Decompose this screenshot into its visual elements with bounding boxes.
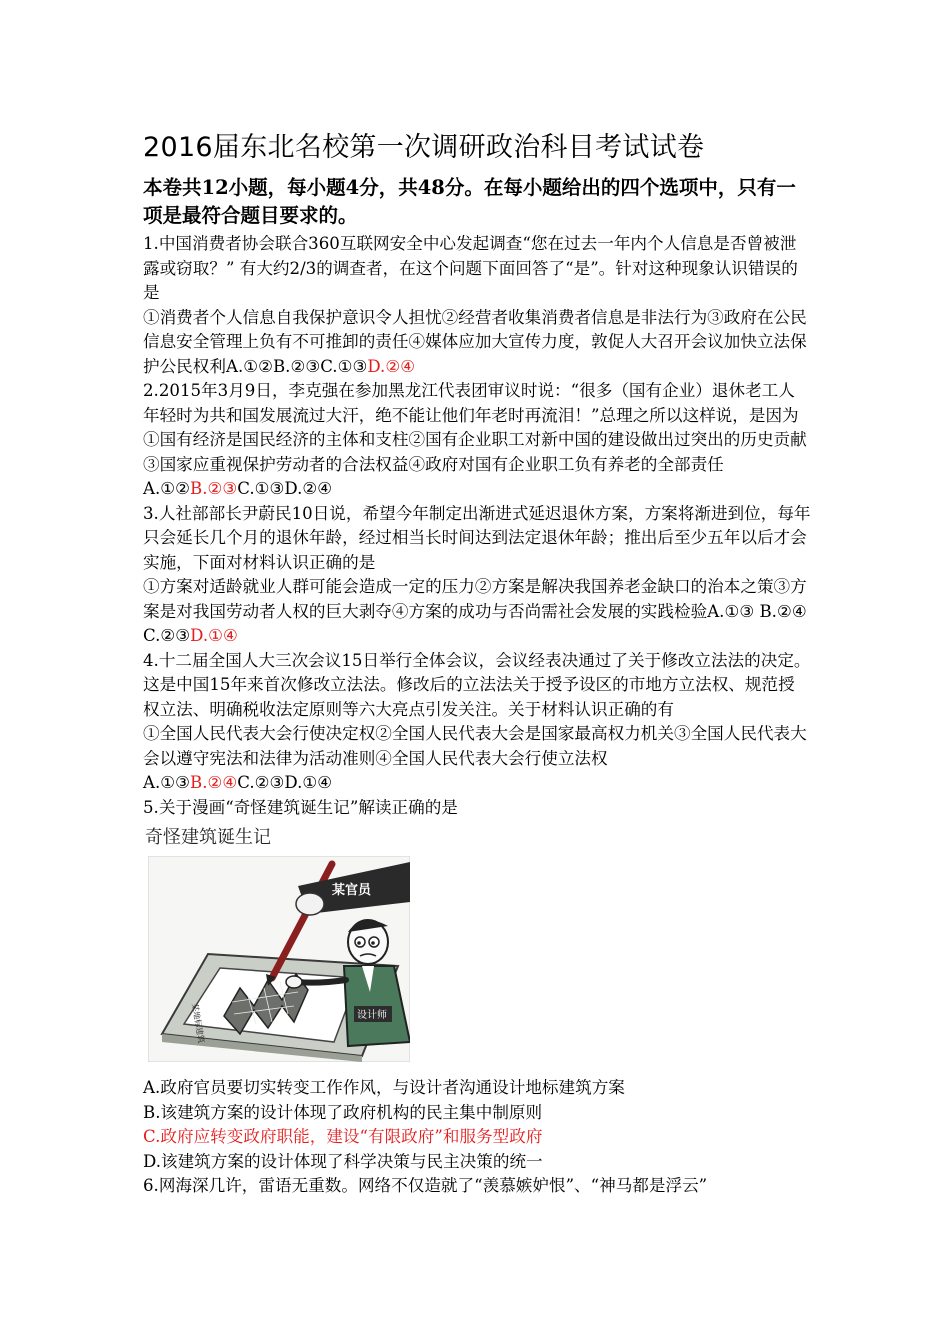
question-2-statements: [143, 428, 811, 502]
question-4-answer: B.②④: [190, 773, 238, 792]
official-hand: [296, 893, 324, 915]
question-5-choice-b: B.该建筑方案的设计体现了政府机构的民主集中制原则: [143, 1102, 543, 1122]
designer-label: 设计师: [357, 1010, 387, 1021]
question-3-stem: 3.人社部部长尹蔚民10日说，希望今年制定出渐进式延迟退休方案，方案将渐进到位，每年只会延长几个月的退休年龄，经过相当长时间达到法定退休年龄；推出后至少五年以后才会实施，下面对材料认识正确的是: [143, 503, 811, 572]
official-label: 某官员: [332, 883, 372, 898]
plan-label: 某地标建筑: [190, 1002, 206, 1044]
question-3-options: A.①③ B.②④ C.②③: [143, 601, 807, 645]
question-2-statement-text: ①国有经济是国民经济的主体和支柱②国有企业职工对新中国的建设做出过突出的历史贡献③国家应重视保护劳动者的合法权益④政府对国有企业职工负有养老的全部责任: [143, 430, 807, 474]
question-2-options-rest: C.①③D.②④: [237, 479, 333, 498]
designer-hand: [286, 976, 302, 988]
question-3-statements: [143, 575, 811, 649]
question-3-answer: D.①④: [190, 626, 238, 645]
question-2-options-a: A.①②: [143, 479, 191, 498]
cartoon-title: 奇怪建筑诞生记: [145, 827, 271, 848]
question-4-stem: 4.十二届全国人大三次会议15日举行全体会议，会议经表决通过了关于修改立法法的决定。这是中国15年来首次修改立法法。修改后的立法法关于授予设区的市地方立法权、规范授权立法、明确税收法定原则等六大亮点引发关注。关于材料认识正确的有: [143, 650, 811, 719]
question-1-statements: [143, 306, 811, 380]
question-1-stem: 1.中国消费者协会联合360互联网安全中心发起调查“您在过去一年内个人信息是否曾被泄露或窃取？” 有大约2/3的调查者，在这个问题下面回答了“是”。针对这种现象认识错误的是: [143, 234, 798, 302]
question-5-choice-a: A.政府官员要切实转变工作作风，与设计者沟通设计地标建筑方案: [143, 1078, 625, 1097]
instructions: 本卷共12小题，每小题4分，共48分。在每小题给出的四个选项中，只有一项是最符合题目要求的。: [143, 176, 796, 227]
question-2-stem: 2.2015年3月9日，李克强在参加黑龙江代表团审议时说：“很多（国有企业）退休老工人年轻时为共和国发展流过大汗，绝不能让他们年老时再流泪！”总理之所以这样说，是因为: [143, 381, 799, 425]
exam-page: [143, 128, 811, 1199]
designer-arm: [298, 980, 346, 983]
question-5-stem: 5.关于漫画“奇怪建筑诞生记”解读正确的是: [143, 797, 458, 817]
question-1-statement-text: ①消费者个人信息自我保护意识令人担忧②经营者收集消费者信息是非法行为③政府在公民信息安全管理上负有不可推卸的责任④媒体应加大宣传力度，敦促人大召开会议加快立法保护公民权利: [143, 307, 807, 376]
question-5-choice-c-answer: C.政府应转变政府职能，建设“有限政府”和服务型政府: [143, 1127, 543, 1146]
question-4-options: [143, 771, 811, 796]
cartoon-image: [148, 856, 410, 1062]
page-title: 2016届东北名校第一次调研政治科目考试试卷: [143, 132, 705, 163]
question-4-options-a: A.①③: [143, 773, 191, 792]
question-4-statements: ①全国人民代表大会行使决定权②全国人民代表大会是国家最高权力机关③全国人民代表大会以遵守宪法和法律为活动准则④全国人民代表大会行使立法权: [143, 724, 807, 768]
question-3-statement-text: ①方案对适龄就业人群可能会造成一定的压力②方案是解决我国养老金缺口的治本之策③方案是对我国劳动者人权的巨大剥夺④方案的成功与否尚需社会发展的实践检验: [143, 577, 807, 621]
question-1-options: A.①②B.②③C.①③: [225, 356, 368, 376]
question-2-answer: B.②③: [190, 479, 238, 498]
question-4-options-rest: C.②③D.①④: [237, 773, 333, 792]
question-6-stem: 6.网海深几许，雷语无重数。网络不仅造就了“羡慕嫉妒恨”、“神马都是浮云”: [143, 1176, 708, 1195]
question-1-answer: D.②④: [367, 356, 416, 376]
question-5-choice-d: D.该建筑方案的设计体现了科学决策与民主决策的统一: [143, 1151, 543, 1171]
